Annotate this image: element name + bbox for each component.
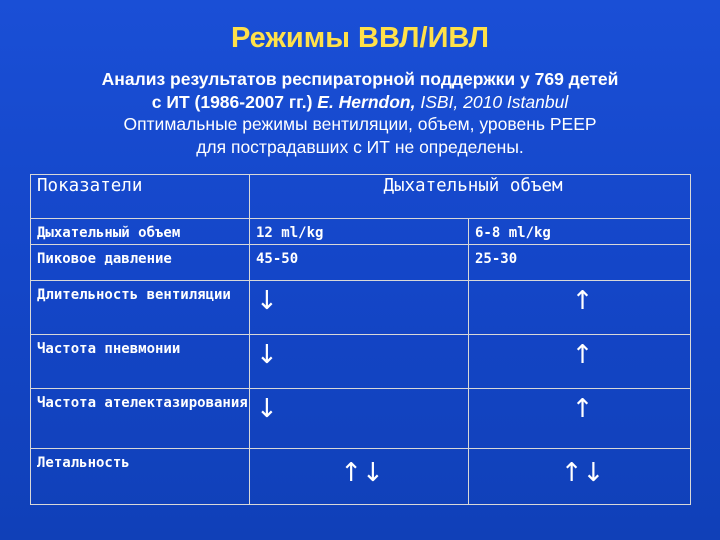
arrow-up-icon: ↑ [571, 286, 594, 316]
subtitle-line-1: Анализ результатов респираторной поддержки у 769 детей [101, 69, 619, 89]
arrow-down-icon: ↓ [256, 340, 278, 370]
arrow-up-down-icon: ↑↓ [340, 458, 384, 488]
header-indicators: Показатели [31, 175, 250, 219]
arrow-down-icon: ↓ [256, 394, 278, 424]
subtitle-source: ISBI, 2010 Istanbul [420, 91, 569, 112]
arrow-up-icon: ↑ [571, 340, 594, 370]
subtitle-line-3: Оптимальные режимы вентиляции, объем, уровень PEEP [123, 114, 597, 134]
row-value-high [250, 281, 469, 335]
arrow-down-icon: ↓ [256, 286, 278, 316]
subtitle-line-2 [20, 91, 700, 114]
row-label: Летальность [31, 449, 250, 505]
comparison-table [30, 174, 691, 505]
row-value-high: 12 ml/kg [250, 219, 469, 245]
table-row [31, 245, 691, 281]
subtitle-author: E. Herndon, [317, 91, 421, 112]
row-value-low [469, 335, 691, 389]
row-value-high [250, 335, 469, 389]
row-value-low [469, 449, 691, 505]
row-value-high [250, 389, 469, 449]
row-label: Частота ателектазирования [31, 389, 250, 449]
table-row [31, 219, 691, 245]
table-row [31, 335, 691, 389]
table-header-row [31, 175, 691, 219]
arrow-up-down-icon: ↑↓ [560, 458, 605, 488]
row-value-low [469, 281, 691, 335]
row-label: Пиковое давление [31, 245, 250, 281]
row-value-low [469, 389, 691, 449]
subtitle-line-2-bold: с ИТ (1986-2007 гг.) [151, 91, 318, 112]
slide-subtitle [20, 68, 700, 158]
slide-title: Режимы ВВЛ/ИВЛ [230, 22, 489, 54]
subtitle-line-4: для пострадавших с ИТ не определены. [196, 136, 524, 157]
arrow-up-icon: ↑ [571, 394, 594, 424]
row-value-low: 25-30 [469, 245, 691, 281]
row-label: Длительность вентиляции [31, 281, 250, 335]
row-value-high [250, 449, 469, 505]
row-label: Дыхательный объем [31, 219, 250, 245]
table-row [31, 281, 691, 335]
table-row [31, 449, 691, 505]
row-label: Частота пневмонии [31, 335, 250, 389]
header-tidal-volume: Дыхательный объем [250, 175, 691, 219]
row-value-high: 45-50 [250, 245, 469, 281]
row-value-low: 6-8 ml/kg [469, 219, 691, 245]
table-row [31, 389, 691, 449]
